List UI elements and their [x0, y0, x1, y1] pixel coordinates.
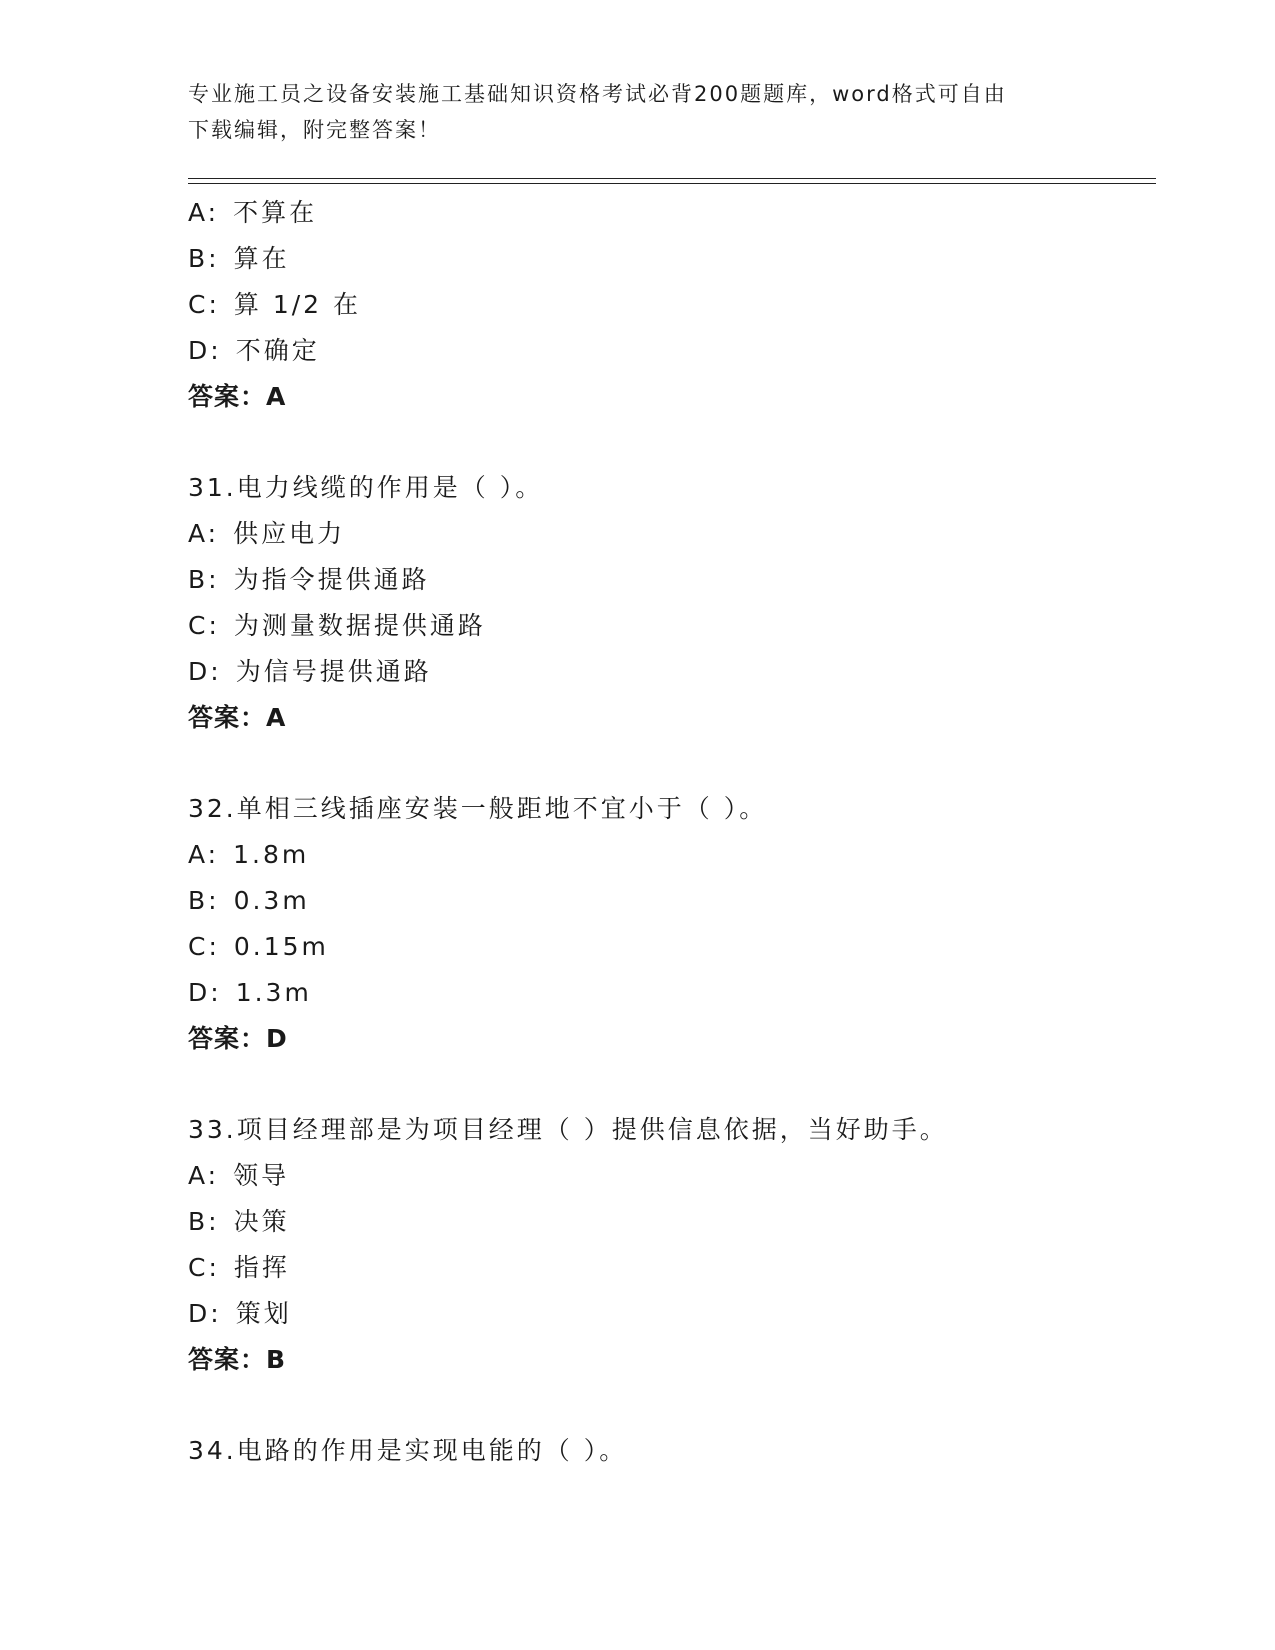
question-text: 34.电路的作用是实现电能的（ ）。 [188, 1436, 628, 1465]
question-block-32 [188, 786, 1148, 1062]
question-text: 33.项目经理部是为项目经理（ ）提供信息依据，当好助手。 [188, 1115, 948, 1144]
answer-line: 答案：A [188, 703, 287, 732]
document-header [188, 76, 1088, 148]
option-a: A: 不算在 [188, 198, 318, 227]
header-divider-bottom [188, 183, 1156, 184]
question-text: 31.电力线缆的作用是（ ）。 [188, 473, 544, 502]
question-text: 32.单相三线插座安装一般距地不宜小于（ ）。 [188, 794, 768, 823]
option-b: B: 算在 [188, 244, 290, 273]
option-a: A: 1.8m [188, 840, 310, 869]
option-b: B: 0.3m [188, 886, 310, 915]
option-d: D: 1.3m [188, 978, 312, 1007]
option-c: C: 0.15m [188, 932, 329, 961]
header-line-1: 专业施工员之设备安装施工基础知识资格考试必背200题题库，word格式可自由 [188, 82, 1007, 106]
option-a: A: 供应电力 [188, 519, 346, 548]
question-list [188, 190, 1148, 1474]
option-d: D: 策划 [188, 1299, 292, 1328]
option-b: B: 决策 [188, 1207, 290, 1236]
header-line-2: 下载编辑，附完整答案！ [188, 118, 441, 142]
option-c: C: 指挥 [188, 1253, 290, 1282]
question-block-31 [188, 465, 1148, 741]
option-c: C: 算 1/2 在 [188, 290, 362, 319]
question-block-33 [188, 1107, 1148, 1383]
question-block-30 [188, 190, 1148, 420]
option-a: A: 领导 [188, 1161, 290, 1190]
option-d: D: 为信号提供通路 [188, 657, 432, 686]
answer-line: 答案：D [188, 1024, 288, 1053]
option-d: D: 不确定 [188, 336, 320, 365]
option-c: C: 为测量数据提供通路 [188, 611, 486, 640]
question-block-34 [188, 1428, 1148, 1474]
answer-line: 答案：A [188, 382, 287, 411]
header-divider-top [188, 178, 1156, 179]
answer-line: 答案：B [188, 1345, 287, 1374]
option-b: B: 为指令提供通路 [188, 565, 430, 594]
